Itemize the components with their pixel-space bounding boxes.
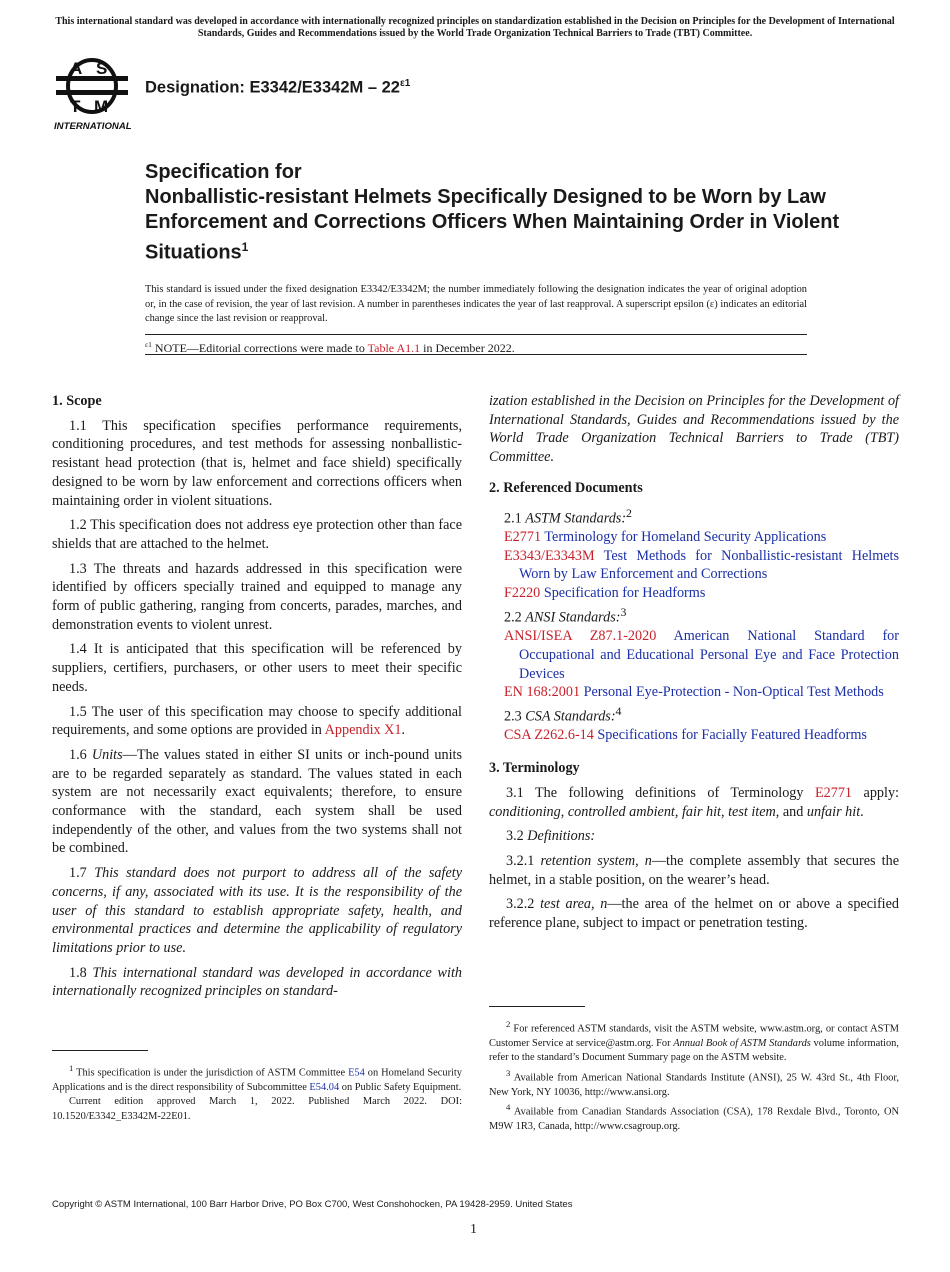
reference-code-link[interactable]: E3343/E3343M xyxy=(504,547,595,564)
reference-code-link[interactable]: ANSI/ISEA Z87.1-2020 xyxy=(504,628,657,645)
reference-item xyxy=(489,584,899,603)
e54-04-link[interactable]: E54.04 xyxy=(309,1081,340,1093)
right-column xyxy=(489,392,899,939)
para-3-1: 3.1 The following definitions of Terminology E2771 apply: conditioning, controlled ambient, fair hit, test item, and unfair hit. xyxy=(489,784,899,820)
para-1-2: 1.2 This specification does not address eye protection other than face shields that are attached to the helmet. xyxy=(52,517,462,552)
reference-code-link[interactable]: CSA Z262.6-14 xyxy=(504,727,594,744)
page-number: 1 xyxy=(470,1222,477,1237)
para-1-1: 1.1 This specification specifies performance requirements, conditioning procedures, and test methods for assessing nonballistic-resistant head protection (that is, helmet and face shield) specifically designed to be worn by law enforcement and corrections officers when maintaining order in violent situations. xyxy=(52,417,462,509)
term: unfair hit xyxy=(806,803,861,820)
e54-link[interactable]: E54 xyxy=(348,1067,365,1079)
para-3-2-2: 3.2.2 test area, n—the area of the helmet on or above a specified reference plane, subject to impact or penetration testing. xyxy=(489,896,900,932)
footnote-1-edition: Current edition approved March 1, 2022. Published March 2022. DOI: 10.1520/E3342_E3342M-22E01. xyxy=(52,1096,462,1122)
scope-heading: 1. Scope xyxy=(52,393,102,409)
top-notice: This international standard was developed in accordance with internationally recognized principles on standardization established in the Decision on Principles for the Development of International Standards, Guides and Recommendations issued by the World Trade Organization Technical Barriers to Trade (TBT) Committee. xyxy=(55,16,895,39)
designation xyxy=(145,78,410,98)
reference-item xyxy=(489,547,899,584)
e2771-link[interactable]: E2771 xyxy=(814,784,853,801)
reference-title-link[interactable]: Test Methods for Nonballistic-resistant Helmets Worn by Law Enforcement and Corrections xyxy=(519,547,899,583)
table-a1-1-link[interactable]: Table A1.1 xyxy=(367,341,421,355)
reference-title-link[interactable]: Terminology for Homeland Security Applications xyxy=(544,528,827,545)
footnote-rule-left xyxy=(52,1050,148,1051)
reference-item xyxy=(489,627,899,683)
reference-item xyxy=(489,683,899,702)
reference-code-link[interactable]: E2771 xyxy=(504,528,542,545)
reference-code-link[interactable]: F2220 xyxy=(504,585,541,602)
svg-text:A: A xyxy=(70,59,83,78)
issued-note: This standard is issued under the fixed designation E3342/E3342M; the number immediately following the designation indicates the year of original adoption or, in the case of revision, the year of last revision. A number in parentheses indicates the year of last reapproval. A superscript epsilon (ε) indicates an editorial change since the last revision or reapproval. xyxy=(145,284,807,324)
title-line1: Specification for xyxy=(145,161,302,183)
title-line2: Nonballistic-resistant Helmets Specifically Designed to be Worn by Law Enforcement and Corrections Officers When Maintaining Order in Violent Situations xyxy=(145,186,840,264)
para-1-7: 1.7 This standard does not purport to address all of the safety concerns, if any, associated with its use. It is the responsibility of the user of this standard to establish appropriate safety, health, and environmental practices and determine the applicability of regulatory limitations prior to use. xyxy=(52,865,462,956)
footnotes-right xyxy=(489,1017,899,1134)
document-title xyxy=(145,160,865,266)
para-3-2: 3.2 Definitions: xyxy=(506,828,596,845)
reference-title-link[interactable]: Specifications for Facially Featured Headforms xyxy=(597,727,867,744)
term: test item xyxy=(728,803,776,820)
terminology-heading: 3. Terminology xyxy=(489,760,580,777)
reference-title-link[interactable]: Specification for Headforms xyxy=(543,585,706,602)
svg-text:T: T xyxy=(70,97,81,116)
divider-bottom xyxy=(145,354,807,355)
term: fair hit xyxy=(681,803,721,820)
para-1-8-continued: ization established in the Decision on Principles for the Development of International Standards, Guides and Recommendations issued by the World Trade Organization Technical Barriers to Trade (TBT) Committee. xyxy=(489,393,899,466)
footnote-4: $^4$ Available from Canadian Standards Association (CSA), 178 Rexdale Blvd., Toronto, ON M9W 1R3, Canada, http://www.csagroup.org. xyxy=(489,1101,899,1132)
epsilon-note: $^{\varepsilon 1}$ NOTE—Editorial corrections were made to Table A1.1 in December 2022. xyxy=(145,340,515,355)
term: conditioning xyxy=(489,803,561,820)
divider-top xyxy=(145,334,807,335)
logo-wordmark: INTERNATIONAL xyxy=(54,121,132,132)
ansi-standards-label: 2.2 ANSI Standards:$^3$ xyxy=(504,604,627,626)
designation-epsilon: ε1 xyxy=(399,78,411,89)
para-1-4: 1.4 It is anticipated that this specification will be referenced by suppliers, certifiers, purchasers, or other users to meet their specific needs. xyxy=(52,641,462,695)
footnote-rule-right xyxy=(489,1006,585,1007)
term: controlled ambient xyxy=(567,803,675,820)
svg-text:M: M xyxy=(94,97,109,116)
para-1-8: 1.8 This international standard was developed in accordance with internationally recognized principles on standard- xyxy=(52,964,462,1000)
svg-text:S: S xyxy=(96,59,108,78)
reference-item xyxy=(489,726,899,745)
csa-standards-label: 2.3 CSA Standards:$^4$ xyxy=(504,704,622,725)
referenced-heading: 2. Referenced Documents xyxy=(489,479,643,496)
copyright: Copyright © ASTM International, 100 Barr Harbor Drive, PO Box C700, West Conshohocken, PA 19428-2959. United States xyxy=(52,1199,573,1210)
footnote-3: $^3$ Available from American National Standards Institute (ANSI), 25 W. 43rd St., 4th Floor, New York, NY 10036, http://www.ansi.org. xyxy=(489,1067,899,1098)
para-1-6: 1.6 Units—The values stated in either SI units or inch-pound units are to be regarded separately as standard. The values stated in each system are not necessarily exact equivalents; therefore, to ensure conformance with the standard, each system shall be used independently of the other, and values from the two systems shall not be combined. xyxy=(52,746,462,857)
designation-label: Designation: E3342/E3342M – 22 xyxy=(145,78,400,97)
reference-code-link[interactable]: EN 168:2001 xyxy=(504,684,581,701)
para-1-3: 1.3 The threats and hazards addressed in this specification were identified by officers specially trained and equipped to manage any form of public gathering, ranging from concerts, parades, marches, and demonstration events to violent unrest. xyxy=(52,560,462,633)
appendix-x1-link[interactable]: Appendix X1 xyxy=(324,722,402,739)
reference-title-link[interactable]: American National Standard for Occupational and Educational Personal Eye and Face Protection Devices xyxy=(519,628,900,682)
reference-title-link[interactable]: Personal Eye-Protection - Non-Optical Test Methods xyxy=(583,684,884,701)
astm-standards-label: 2.1 ASTM Standards:$^2$ xyxy=(504,505,632,527)
para-3-2-1: 3.2.1 retention system, n—the complete assembly that secures the helmet, in a stable position, on the wearer’s head. xyxy=(489,852,900,888)
para-1-5: 1.5 The user of this specification may choose to specify additional requirements, and some options are provided in Appendix X1. xyxy=(52,703,462,739)
footnote-1: $^1$ This specification is under the jurisdiction of ASTM Committee E54 on Homeland Security Applications and is the direct responsibility of Subcommittee E54.04 on Public Safety Equipment. Current edition approved March 1, 2022. Published March 2022. DOI: 10.1520/E3342_E3342M-22E01. xyxy=(52,1061,462,1124)
left-column xyxy=(52,392,462,1007)
footnote-2: $^2$ For referenced ASTM standards, visit the ASTM website, www.astm.org, or contact ASTM Customer Service at service@astm.org. For Annual Book of ASTM Standards volume information, refer to the standard’s Document Summary page on the ASTM website. xyxy=(489,1019,899,1064)
astm-logo xyxy=(52,56,136,132)
reference-item xyxy=(489,528,899,547)
title-footnote-mark: 1 xyxy=(241,240,249,254)
